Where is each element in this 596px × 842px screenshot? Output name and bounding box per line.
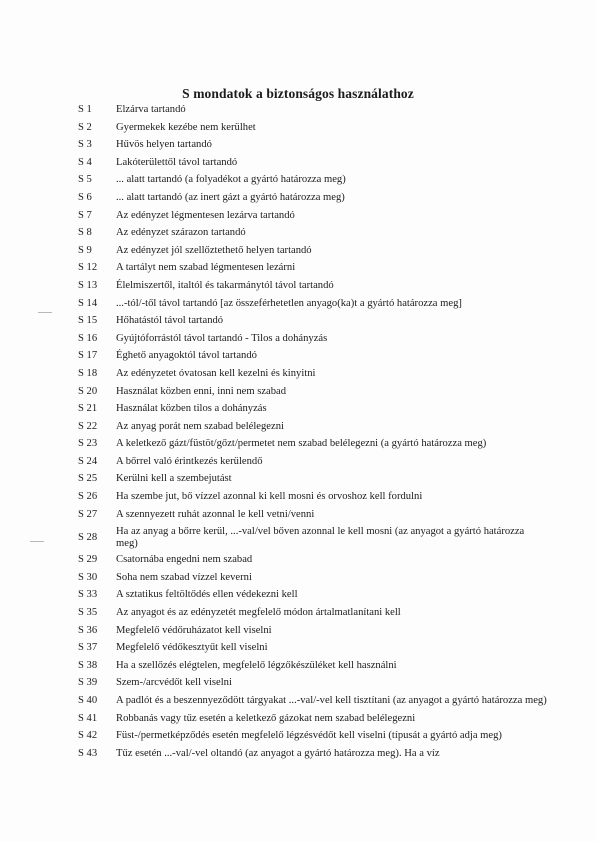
phrase-text: A tartályt nem szabad légmentesen lezárni [116,262,296,274]
phrase-row [68,748,548,760]
phrase-row [68,491,548,503]
phrase-text: A szennyezett ruhát azonnal le kell vetni/venni [116,508,315,520]
phrase-code: S 13 [78,279,98,291]
phrase-row [68,262,548,274]
phrase-row [68,227,548,239]
phrase-row [68,210,548,222]
scan-artifact [38,312,52,313]
phrase-text: Elzárva tartandó [116,104,186,115]
phrase-row [68,456,548,468]
phrase-row [68,554,548,566]
phrase-row [68,607,548,619]
phrase-code: S 16 [78,332,98,344]
phrase-row [68,730,548,742]
phrase-code: S 5 [78,174,92,186]
phrase-text: Az edényzetet óvatosan kell kezelni és kinyitni [116,367,316,379]
phrase-row [68,403,548,415]
phrase-row [68,526,548,550]
phrase-row [68,139,548,151]
phrase-code: S 27 [78,508,98,520]
phrase-row [68,421,548,433]
phrase-row [68,438,548,450]
phrase-text: Gyermekek kezébe nem kerülhet [116,121,256,133]
phrase-row [68,315,548,327]
phrase-text: Lakóterülettől távol tartandó [116,156,238,168]
phrase-code: S 3 [78,139,92,151]
phrase-text: Megfelelő védőkesztyűt kell viselni [116,642,268,654]
phrase-row [68,386,548,398]
phrase-text: Az anyag porát nem szabad belélegezni [116,420,284,432]
phrase-row [68,660,548,672]
phrase-text: Éghető anyagoktól távol tartandó [116,350,257,362]
phrase-text: A keletkező gázt/füstöt/gőzt/permetet nem szabad belélegezni (a gyártó határozza meg) [116,438,487,450]
phrase-text: Használat közben tilos a dohányzás [116,403,267,415]
phrase-code: S 26 [78,491,98,503]
phrase-row [68,122,548,134]
phrase-code: S 24 [78,455,98,467]
s-phrase-list [68,104,548,765]
phrase-code: S 23 [78,438,98,450]
phrase-code: S 38 [78,659,98,671]
phrase-text: Élelmiszertől, italtól és takarmánytól távol tartandó [116,279,334,291]
phrase-code: S 17 [78,350,98,362]
phrase-text: ... alatt tartandó (az inert gázt a gyártó határozza meg) [116,191,345,203]
phrase-text: Megfelelő védőruházatot kell viselni [116,624,272,636]
phrase-text: Soha nem szabad vízzel keverni [116,571,252,583]
phrase-row [68,713,548,725]
page-title: S mondatok a biztonságos használathoz [182,86,414,101]
phrase-code: S 12 [78,262,98,274]
phrase-text: Füst-/permetképződés esetén megfelelő légzésvédőt kell viselni (típusát a gyártó adja meg) [116,730,502,742]
phrase-code: S 4 [78,156,92,168]
phrase-row [68,695,548,707]
phrase-row [68,368,548,380]
phrase-code: S 18 [78,367,98,379]
phrase-code: S 29 [78,554,98,566]
phrase-code: S 21 [78,403,98,415]
phrase-text: Ha az anyag a bőrre kerül, ...-val/vel bőven azonnal le kell mosni (az anyagot a gyártó határozza meg) [116,526,525,550]
phrase-text: Az edényzet jól szellőztethető helyen tartandó [116,244,312,256]
phrase-row [68,298,548,310]
phrase-code: S 2 [78,121,92,133]
phrase-row [68,473,548,485]
phrase-text: A padlót és a beszennyeződött tárgyakat ...-val/-vel kell tisztítani (az anyagot a gyártó határozza meg) [116,695,547,706]
phrase-text: Ha szembe jut, bő vízzel azonnal ki kell mosni és orvoshoz kell fordulni [116,491,423,503]
phrase-text: Az edényzet szárazon tartandó [116,227,246,239]
phrase-text: Gyújtóforrástól távol tartandó - Tilos a dohányzás [116,332,328,344]
phrase-code: S 40 [78,695,98,706]
phrase-row [68,280,548,292]
phrase-text: A sztatikus feltöltődés ellen védekezni kell [116,589,298,601]
phrase-code: S 33 [78,589,98,601]
phrase-text: A bőrrel való érintkezés kerülendő [116,455,263,467]
phrase-text: Csatornába engedni nem szabad [116,554,253,566]
phrase-row [68,642,548,654]
phrase-code: S 6 [78,191,92,203]
phrase-code: S 7 [78,209,92,221]
phrase-text: Hőhatástól távol tartandó [116,315,224,327]
phrase-code: S 22 [78,420,98,432]
phrase-text: Az edényzet légmentesen lezárva tartandó [116,209,295,221]
phrase-row [68,625,548,637]
phrase-row [68,192,548,204]
phrase-text: Hűvös helyen tartandó [116,139,212,151]
phrase-text: Az anyagot és az edényzetét megfelelő módon ártalmatlanítani kell [116,607,401,619]
phrase-code: S 41 [78,712,98,724]
phrase-text: ... alatt tartandó (a folyadékot a gyártó határozza meg) [116,174,346,186]
phrase-row [68,245,548,257]
scan-artifact [30,541,44,542]
phrase-row [68,589,548,601]
phrase-code: S 39 [78,677,98,689]
phrase-code: S 9 [78,244,92,256]
phrase-row [68,572,548,584]
phrase-text: Használat közben enni, inni nem szabad [116,385,287,397]
phrase-code: S 20 [78,385,98,397]
phrase-row [68,509,548,521]
phrase-code: S 28 [78,532,98,544]
phrase-row [68,157,548,169]
phrase-row [68,104,548,116]
phrase-code: S 25 [78,473,98,485]
phrase-text: Kerülni kell a szembejutást [116,473,232,485]
phrase-row [68,333,548,345]
phrase-code: S 43 [78,747,98,759]
phrase-row [68,350,548,362]
phrase-text: Ha a szellőzés elégtelen, megfelelő légzőkészüléket kell használni [116,659,397,671]
phrase-text: Szem-/arcvédőt kell viselni [116,677,232,689]
phrase-code: S 42 [78,730,98,742]
phrase-code: S 8 [78,227,92,239]
phrase-row [68,677,548,689]
phrase-text: ...-tól/-től távol tartandó [az összeférhetetlen anyago(ka)t a gyártó határozza meg] [116,297,462,309]
phrase-code: S 14 [78,297,98,309]
phrase-code: S 30 [78,571,98,583]
phrase-text: Robbanás vagy tűz esetén a keletkező gázokat nem szabad belélegezni [116,712,416,724]
phrase-text: Tűz esetén ...-val/-vel oltandó (az anyagot a gyártó határozza meg). Ha a víz [116,747,440,759]
phrase-row [68,174,548,186]
phrase-code: S 15 [78,315,98,327]
phrase-code: S 1 [78,104,92,115]
phrase-code: S 37 [78,642,98,654]
phrase-code: S 36 [78,624,98,636]
phrase-code: S 35 [78,607,98,619]
